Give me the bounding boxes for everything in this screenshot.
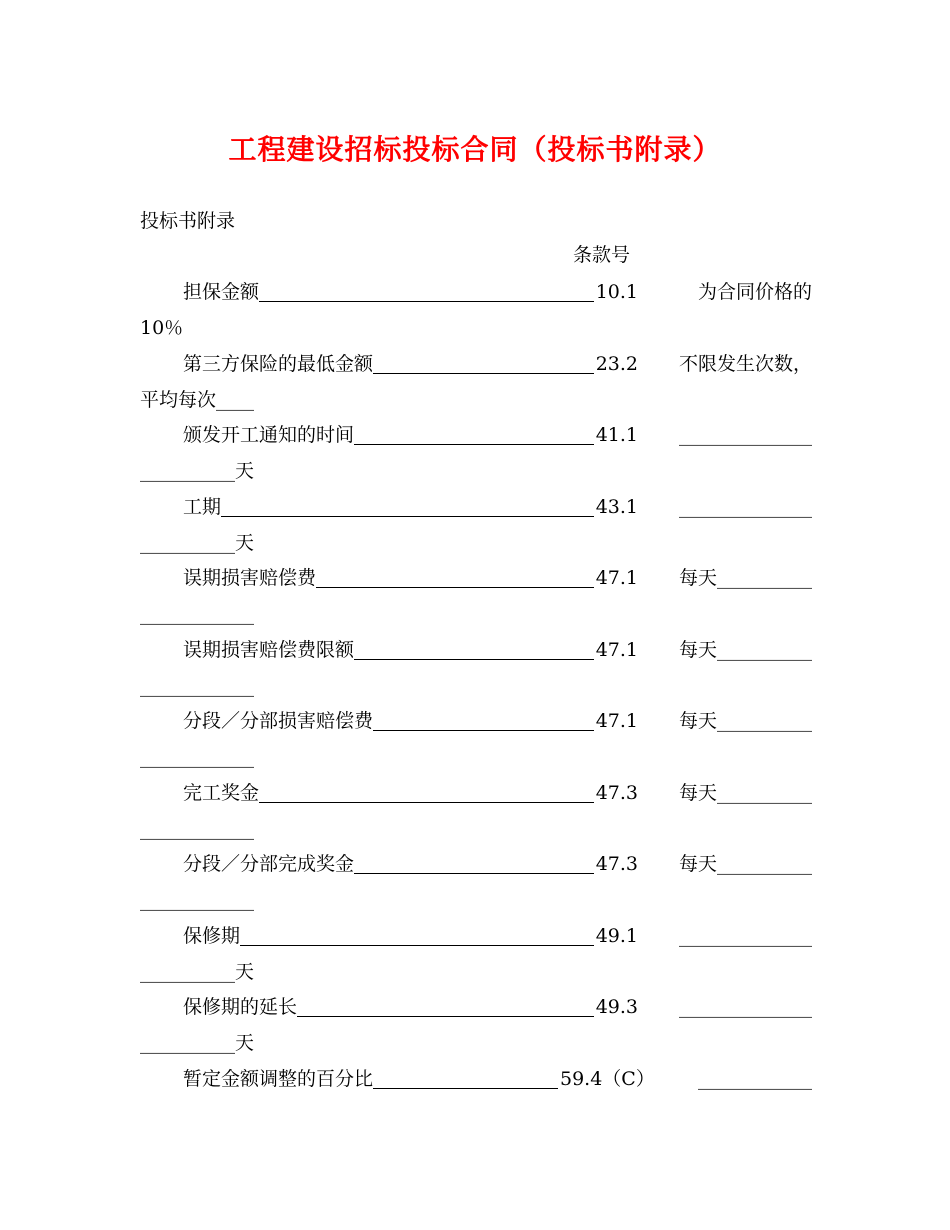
row-label: 分段／分部损害赔偿费 xyxy=(183,710,374,732)
row-label: 担保金额 xyxy=(183,281,260,303)
clause-number: 47.3 xyxy=(595,782,638,804)
row-value: 每天__________ xyxy=(678,782,812,804)
fill-line xyxy=(354,659,594,660)
document-title: 工程建设招标投标合同（投标书附录） xyxy=(228,133,722,166)
row-value-continued: 平均每次____ xyxy=(140,389,255,411)
row-label: 保修期 xyxy=(183,925,241,947)
fill-line xyxy=(354,444,594,445)
row-label: 分段／分部完成奖金 xyxy=(183,853,355,875)
row-value-continued: ____________ xyxy=(140,889,254,911)
fill-line xyxy=(316,587,594,588)
section-heading: 投标书附录 xyxy=(140,210,236,232)
row-value: ______________ xyxy=(679,496,812,518)
clause-number-header: 条款号 xyxy=(573,244,631,266)
clause-number: 41.1 xyxy=(595,424,638,446)
fill-line xyxy=(373,373,594,374)
row-value: ______________ xyxy=(679,925,812,947)
fill-line xyxy=(240,945,594,946)
row-value-continued: __________天 xyxy=(140,460,255,482)
row-value: 每天__________ xyxy=(678,567,812,589)
row-value: 不限发生次数， xyxy=(678,353,812,375)
row-label: 误期损害赔偿费限额 xyxy=(183,639,355,661)
row-label: 保修期的延长 xyxy=(183,996,298,1018)
row-value: ______________ xyxy=(679,996,812,1018)
fill-line xyxy=(373,1088,558,1089)
row-label: 第三方保险的最低金额 xyxy=(183,353,374,375)
row-value-continued: ____________ xyxy=(140,818,254,840)
clause-number: 43.1 xyxy=(595,496,638,518)
row-value: 每天__________ xyxy=(678,639,812,661)
row-value: ______________ xyxy=(679,424,812,446)
row-value-continued: ____________ xyxy=(140,746,254,768)
row-value-continued: __________天 xyxy=(140,532,255,554)
row-label: 颁发开工通知的时间 xyxy=(183,424,355,446)
row-value-continued: 10％ xyxy=(140,317,184,339)
fill-line xyxy=(297,1016,594,1017)
fill-line xyxy=(221,516,594,517)
row-value: 为合同价格的 xyxy=(697,281,812,303)
fill-line xyxy=(259,802,594,803)
clause-number: 49.1 xyxy=(595,925,638,947)
fill-line xyxy=(259,301,594,302)
row-value-continued: ____________ xyxy=(140,603,254,625)
clause-number: 10.1 xyxy=(595,281,638,303)
clause-number: 59.4（C） xyxy=(560,1068,655,1090)
fill-line xyxy=(354,873,594,874)
row-value: 每天__________ xyxy=(678,710,812,732)
clause-number: 47.3 xyxy=(595,853,638,875)
row-label: 暂定金额调整的百分比 xyxy=(183,1068,374,1090)
row-value: ____________ xyxy=(698,1068,812,1090)
row-value-continued: __________天 xyxy=(140,1032,255,1054)
row-label: 工期 xyxy=(183,496,222,518)
clause-number: 47.1 xyxy=(595,639,638,661)
clause-number: 47.1 xyxy=(595,567,638,589)
row-label: 完工奖金 xyxy=(183,782,260,804)
row-label: 误期损害赔偿费 xyxy=(183,567,317,589)
fill-line xyxy=(373,730,594,731)
clause-number: 47.1 xyxy=(595,710,638,732)
row-value-continued: __________天 xyxy=(140,961,255,983)
clause-number: 23.2 xyxy=(595,353,638,375)
row-value-continued: ____________ xyxy=(140,675,254,697)
clause-number: 49.3 xyxy=(595,996,638,1018)
row-value: 每天__________ xyxy=(678,853,812,875)
